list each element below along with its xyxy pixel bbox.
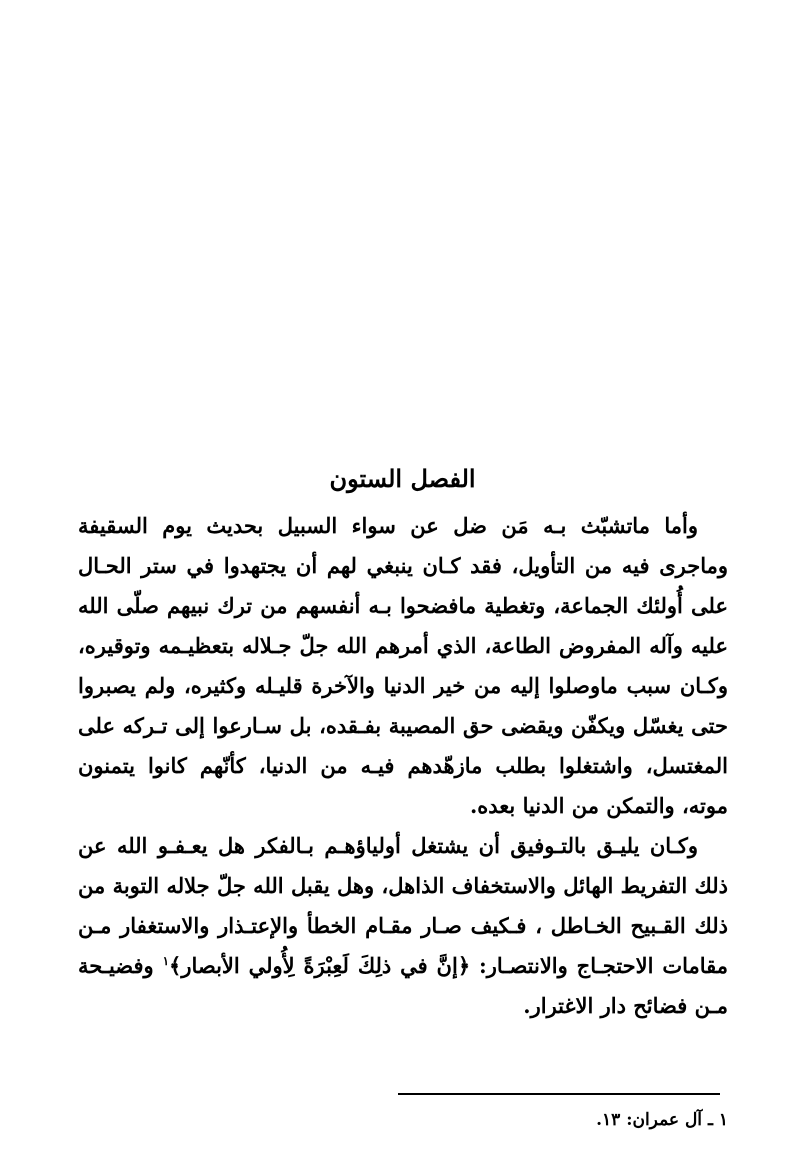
quran-quote: ﴿إنَّ في ذلِكَ لَعِبْرَةً لِأُولي الأبصار﴾ xyxy=(169,953,471,978)
paragraph-2 xyxy=(78,826,728,1026)
body-text xyxy=(78,506,728,1026)
chapter-title: الفصل الستون xyxy=(329,464,476,493)
paragraph-1 xyxy=(78,506,728,826)
footnote-separator xyxy=(398,1093,720,1095)
paragraph-2-tail: وفضيـحة مـن فضائح دار الاغترار. xyxy=(78,953,728,1018)
footnote: ١ ـ آل عمران: ١٣. xyxy=(596,1110,728,1130)
paragraph-2-text: وكـان يليـق بالتـوفيق أن يشتغل أولياؤهـم بـالفكر هل يعـفـو الله عن ذلك التفريط الهائل والاستخفاف الذاهل، وهل يقبل الله جلّ جلاله التوبة من ذلك القـبيح الخـاطل ، فـكيف صـار مقـام الخطأ والإعتـذار والاستغفار مـن مقامات الاحتجـاج والانتصـار: xyxy=(78,833,729,978)
paragraph-1-text: وأما ماتشبّث بـه مَن ضل عن سواء السبيل بحديث يوم السقيفة وماجرى فيه من التأويل، فقد كـان ينبغي لهم أن يجتهدوا في ستر الحـال على أُولئك الجماعة، وتغطية مافضحوا بـه أنفسهم من ترك نبيهم صلّى الله عليه وآله المفروض الطاعة، الذي أمرهم الله جلّ جـلاله بتعظيـمه وتوقيره، وكـان سبب ماوصلوا إليه من خير الدنيا والآخرة قليـله وكثيره، ولم يصبروا حتى يغسّل ويكفّن ويقضى حق المصيبة بفـقده، بل سـارعوا إلى تـركه على المغتسل، واشتغلوا بطلب مازهّدهم فيـه من الدنيا، كأنّهم كانوا يتمنون موته، والتمكن من الدنيا بعده. xyxy=(78,513,728,818)
footnote-reference: ١ xyxy=(162,954,170,968)
